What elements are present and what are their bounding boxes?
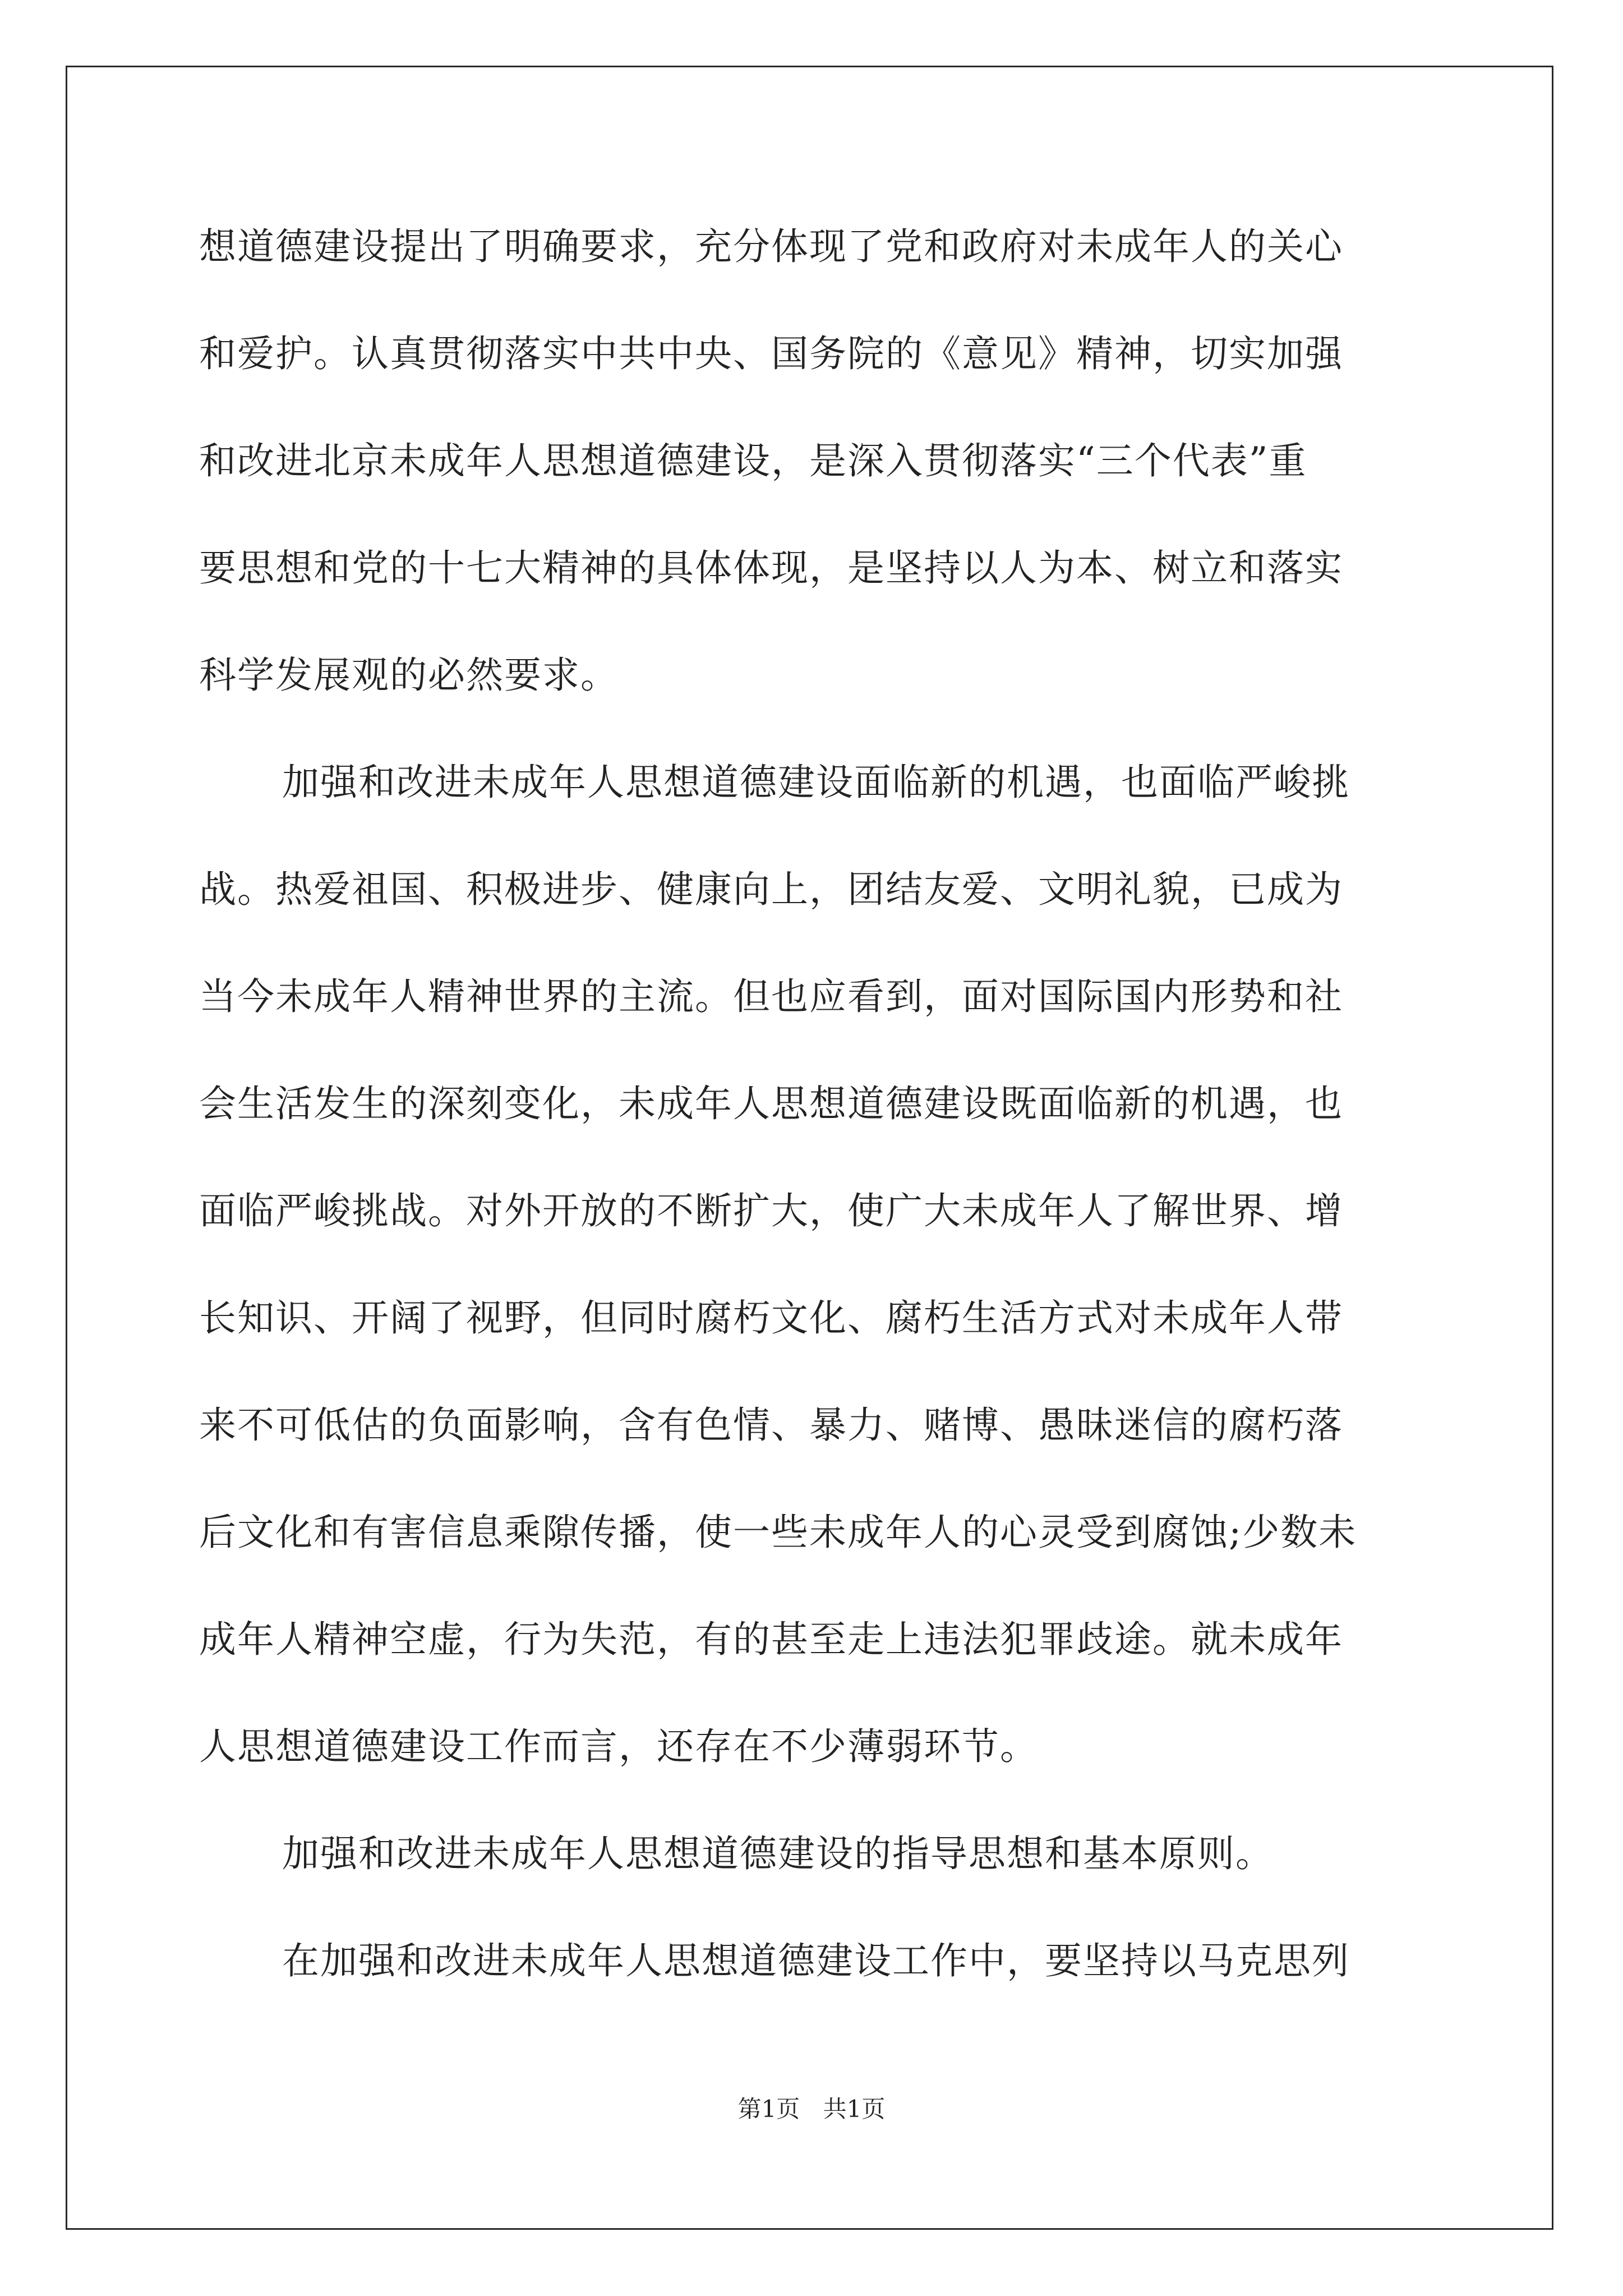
text-line: 战。热爱祖国、积极进步、健康向上，团结友爱、文明礼貌，已成为 (199, 868, 1343, 911)
text-line: 和改进北京未成年人思想道德建设，是深入贯彻落实“三个代表”重 (199, 439, 1307, 482)
text-line: 科学发展观的必然要求。 (199, 654, 619, 697)
text-line: 来不可低估的负面影响，含有色情、暴力、赌博、愚昧迷信的腐朽落 (199, 1404, 1343, 1447)
text-line: 在加强和改进未成年人思想道德建设工作中，要坚持以马克思列 (282, 1939, 1350, 1982)
text-line: 和爱护。认真贯彻落实中共中央、国务院的《意见》精神，切实加强 (199, 332, 1343, 375)
text-line: 成年人精神空虚，行为失范，有的甚至走上违法犯罪歧途。就未成年 (199, 1618, 1343, 1661)
text-line: 加强和改进未成年人思想道德建设面临新的机遇，也面临严峻挑 (282, 761, 1350, 804)
text-line: 后文化和有害信息乘隙传播，使一些未成年人的心灵受到腐蚀;少数未 (199, 1511, 1357, 1554)
page-total: 共1页 (823, 2095, 886, 2123)
page-number: 第1页 (737, 2095, 800, 2123)
text-line: 长知识、开阔了视野，但同时腐朽文化、腐朽生活方式对未成年人带 (199, 1296, 1343, 1340)
text-line: 当今未成年人精神世界的主流。但也应看到，面对国际国内形势和社 (199, 975, 1343, 1018)
text-line: 人思想道德建设工作而言，还存在不少薄弱环节。 (199, 1725, 1038, 1768)
text-line: 想道德建设提出了明确要求，充分体现了党和政府对未成年人的关心 (199, 225, 1343, 268)
page-footer (0, 2092, 1623, 2126)
document-body (199, 210, 1422, 2032)
text-line: 要思想和党的十七大精神的具体体现，是坚持以人为本、树立和落实 (199, 546, 1343, 590)
text-line: 面临严峻挑战。对外开放的不断扩大，使广大未成年人了解世界、增 (199, 1189, 1343, 1232)
text-line: 会生活发生的深刻变化，未成年人思想道德建设既面临新的机遇，也 (199, 1082, 1343, 1125)
text-line: 加强和改进未成年人思想道德建设的指导思想和基本原则。 (282, 1832, 1274, 1875)
